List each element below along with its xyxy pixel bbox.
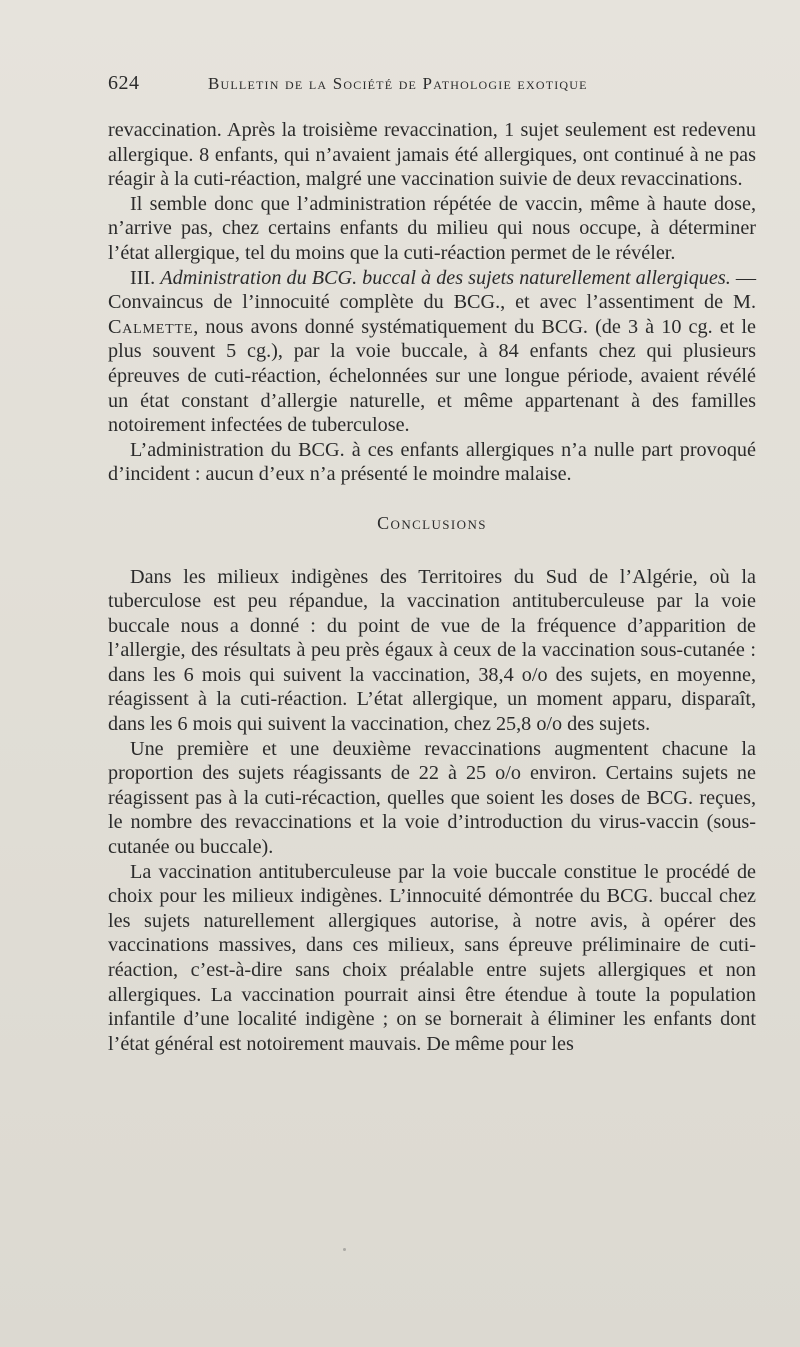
section-iii-label: III.	[130, 266, 156, 289]
section-iii-title: Administration du BCG. buccal à des sujets naturellement allergiques.	[160, 266, 731, 289]
paragraph-conclusion-1: Dans les milieux indigènes des Territoires du Sud de l’Algérie, où la tuberculose est peu répandue, la vaccination antituberculeuse par la voie buccale nous a donné : du point de vue de la fréquence d’apparition de l’allergie, des résultats à peu près égaux à ceux de la vaccination sous-cutanée : dans les 6 mois qui suivent la vaccination, 38,4 o/o des sujets, en moyenne, réagissent à la cuti-réaction. L’état allergique, un moment apparu, disparaît, dans les 6 mois qui suivent la vaccination, chez 25,8 o/o des sujets.	[108, 565, 756, 736]
conclusions-heading: Conclusions	[377, 512, 487, 533]
page-header	[108, 72, 758, 102]
paper-speck	[600, 604, 603, 607]
article-body	[108, 118, 756, 1056]
page-number: 624	[108, 72, 140, 94]
paragraph-section-iii	[108, 266, 756, 438]
author-name-calmette: Calmette	[108, 315, 194, 338]
paragraph-innocuite: L’administration du BCG. à ces enfants allergiques n’a nulle part provoqué d’incident : aucun d’eux n’a présenté le moindre malaise.	[108, 438, 756, 486]
paragraph-administration-repetee: Il semble donc que l’administration répétée de vaccin, même à haute dose, n’arrive pas, chez certains enfants du milieu qui nous occupe, à déterminer l’état allergique, tel du moins que la cuti-réaction permet de le révéler.	[108, 192, 756, 264]
running-title: Bulletin de la Société de Pathologie exotique	[208, 74, 588, 93]
section-iii-text-a: — Convaincus de l’innocuité complète du BCG., et avec l’assentiment de M.	[108, 266, 757, 314]
paragraph-conclusion-2: Une première et une deuxième revaccinations augmentent chacune la proportion des sujets réagissants de 22 à 25 o/o environ. Certains sujets ne réagissent pas à la cuti-récaction, quelles que soient les doses de BCG. reçues, le nombre des revaccinations et la voie d’introduction du virus-vaccin (sous-cutanée ou buccale).	[108, 737, 756, 859]
paragraph-revaccination: revaccination. Après la troisième revaccination, 1 sujet seulement est redevenu allergique. 8 enfants, qui n’avaient jamais été allergiques, ont continué à ne pas réagir à la cuti-réaction, malgré une vaccination suivie de deux revaccinations.	[108, 119, 756, 191]
paper-speck	[343, 1248, 346, 1251]
section-iii-text-b: , nous avons donné systématiquement du BCG. (de 3 à 10 cg. et le plus souvent 5 cg.), par la voie buccale, à 84 enfants chez qui plusieurs épreuves de cuti-réaction, échelonnées sur une longue période, avaient révélé un état constant d’allergie naturelle, et même appartenant à des familles notoirement infectées de tuberculose.	[108, 315, 756, 437]
paragraph-conclusion-3: La vaccination antituberculeuse par la voie buccale constitue le procédé de choix pour les milieux indigènes. L’innocuité démontrée du BCG. buccal chez les sujets naturellement allergiques autorise, à notre avis, à opérer des vaccinations massives, dans ces milieux, sans épreuve préliminaire de cuti-réaction, c’est-à-dire sans choix préalable entre sujets allergiques et non allergiques. La vaccination pourrait ainsi être étendue à toute la population infantile d’une localité indigène ; on se bornerait à éliminer les enfants dont l’état général est notoirement mauvais. De même pour les	[108, 860, 756, 1055]
